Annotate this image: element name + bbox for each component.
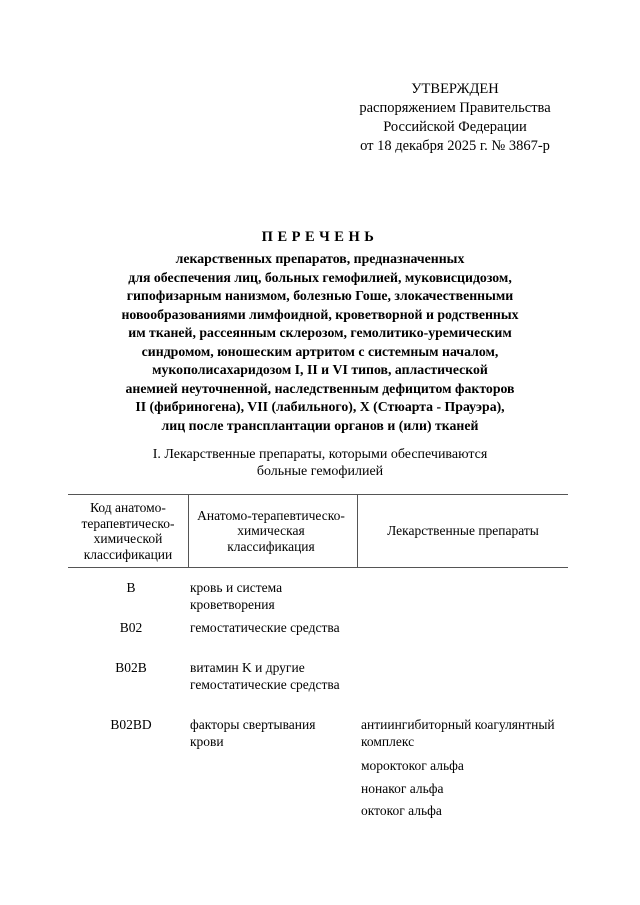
subtitle-line: II (фибриногена), VII (лабильного), X (Стюарта - Прауэра),	[135, 399, 505, 414]
row-atc: гемостатические средства	[190, 620, 340, 635]
approval-line-3: от 18 декабря 2025 г. № 3867-р	[360, 138, 550, 154]
subtitle-line: гипофизарным нанизмом, болезнью Гоше, злокачественными	[126, 288, 514, 303]
row-atc: витамин K и другие гемостатические средства	[190, 660, 340, 692]
document-title: ПЕРЕЧЕНЬ	[261, 229, 379, 245]
subtitle-line: синдромом, юношеским артритом с системным началом,	[141, 343, 499, 359]
header-drugs-label: Лекарственные препараты	[387, 523, 539, 539]
subtitle-line: лиц после трансплантации органов и (или) тканей	[161, 417, 479, 433]
row-drug: октоког альфа	[361, 803, 442, 818]
row-drug: мороктоког альфа	[361, 758, 464, 773]
table-divider	[188, 495, 189, 567]
document-subtitle	[90, 250, 550, 435]
row-atc: факторы свертывания крови	[190, 717, 316, 749]
row-drug: антиингибиторный коагулянтный комплекс	[361, 717, 555, 749]
header-cell-drugs	[358, 495, 568, 567]
subtitle-line: для обеспечения лиц, больных гемофилией, муковисцидозом,	[128, 269, 512, 285]
row-code: B02	[119, 620, 143, 635]
row-drug: нонаког альфа	[361, 781, 444, 796]
header-cell-atc	[196, 495, 346, 567]
section-heading-line-2: больные гемофилией	[256, 464, 384, 479]
row-code: B02BD	[110, 717, 152, 732]
table-header	[68, 494, 568, 568]
section-heading-line-1: I. Лекарственные препараты, которыми обеспечиваются	[152, 447, 488, 462]
approval-line-1: распоряжением Правительства	[359, 100, 551, 116]
subtitle-line: анемией неуточненной, наследственным дефицитом факторов	[125, 380, 515, 396]
subtitle-line: им тканей, рассеянным склерозом, гемолитико-уремическим	[128, 325, 512, 340]
header-cell-code	[68, 495, 188, 567]
approval-status: УТВЕРЖДЕН	[411, 81, 499, 97]
approval-line-2: Российской Федерации	[383, 119, 527, 135]
subtitle-line: лекарственных препаратов, предназначенных	[175, 251, 465, 266]
section-heading	[90, 446, 550, 480]
row-code: B	[126, 580, 136, 595]
row-atc: кровь и система кроветворения	[190, 580, 283, 612]
header-atc-label: Анатомо-терапевтическо-химическая классификация	[197, 507, 345, 554]
header-code-label: Код анатомо-терапевтическо-химической классификации	[81, 500, 175, 562]
subtitle-line: мукополисахаридозом I, II и VI типов, апластической	[152, 362, 488, 377]
row-code: B02B	[115, 660, 147, 675]
subtitle-line: новообразованиями лимфоидной, кроветворной и родственных	[121, 306, 519, 322]
approval-stamp	[340, 80, 570, 156]
